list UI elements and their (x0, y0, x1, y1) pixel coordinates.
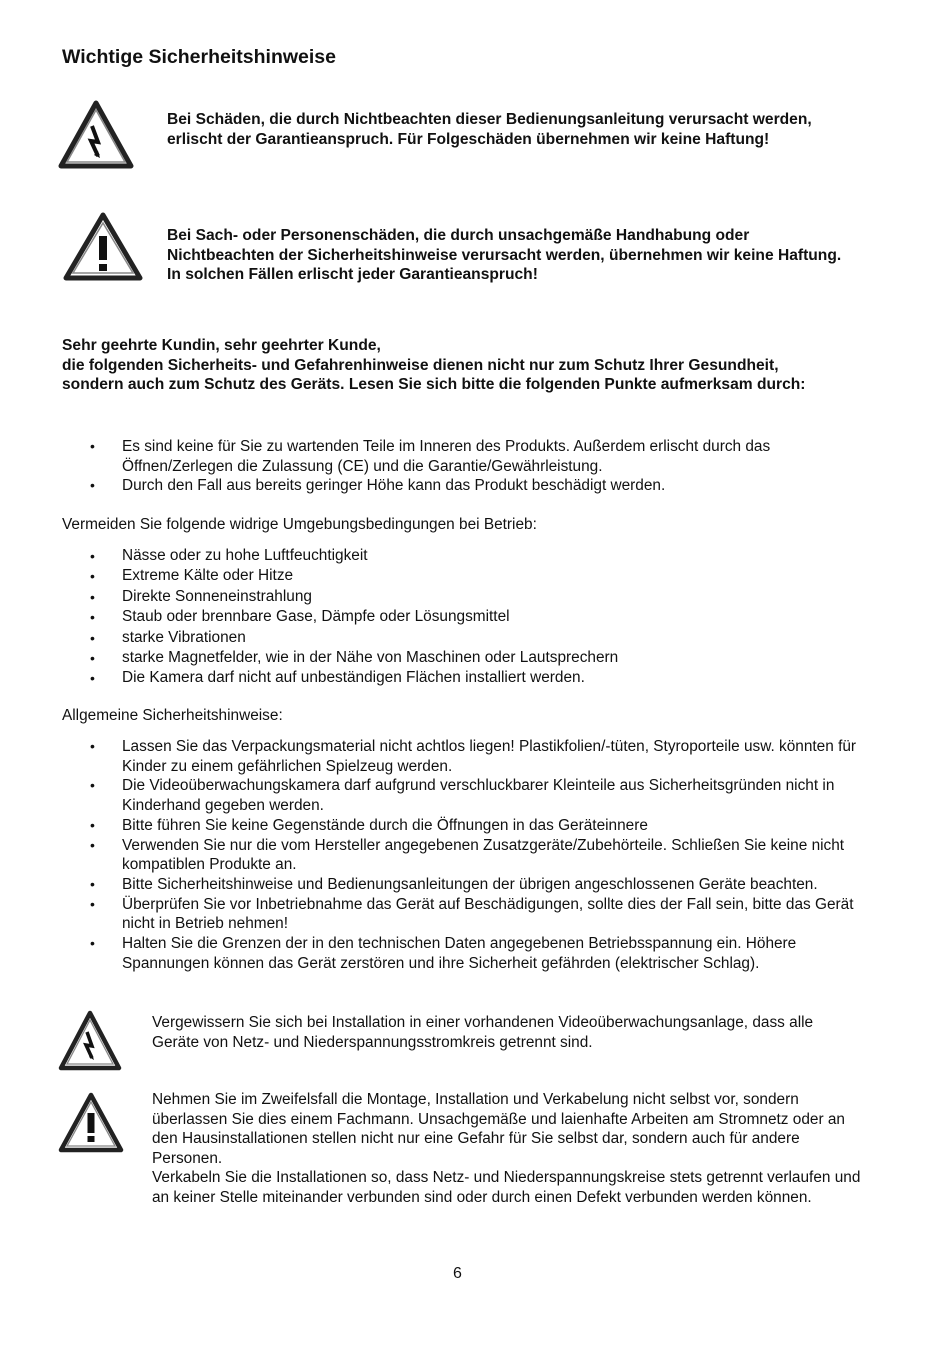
page-number: 6 (453, 1265, 462, 1282)
page-title: Wichtige Sicherheitshinweise (62, 46, 336, 68)
electric-shock-warning-icon (58, 1010, 122, 1072)
list-item: • starke Magnetfelder, wie in der Nähe von Maschinen oder Lautsprechern (62, 648, 862, 668)
intro-block (62, 336, 842, 395)
list-item: • Durch den Fall aus bereits geringer Höhe kann das Produkt beschädigt werden. (62, 476, 862, 496)
list-general-safety (62, 737, 862, 973)
list-item: • Staub oder brennbare Gase, Dämpfe oder Lösungsmittel (62, 607, 862, 627)
list-item: • starke Vibrationen (62, 628, 862, 648)
list-item: • Direkte Sonneneinstrahlung (62, 587, 862, 607)
list-item: • Die Videoüberwachungskamera darf aufgrund verschluckbarer Kleinteile aus Sicherheitsgründen nicht in Kinderhand gegeben werden. (62, 776, 862, 815)
warning-text-professional-part2: Verkabeln Sie die Installationen so, dass Netz- und Niederspannungskreise stets getrennt verlaufen und an keiner Stelle miteinander verbunden sind oder durch einen Defekt verbunden werden können. (152, 1169, 861, 1206)
general-safety-heading: Allgemeine Sicherheitshinweise: (62, 707, 283, 724)
warning-text-liability: Bei Sach- oder Personenschäden, die durch unsachgemäße Handhabung oder Nichtbeachten der Sicherheitshinweise verursacht werden, übernehmen wir keine Haftung. In solchen Fällen erlischt jeder Garantieanspruch! (167, 227, 842, 283)
list-environment (62, 546, 862, 689)
electric-shock-warning-icon (58, 100, 134, 170)
warning-text-disconnect: Vergewissern Sie sich bei Installation in einer vorhandenen Videoüberwachungsanlage, dass alle Geräte von Netz- und Niederspannungsstromkreis getrennt sind. (152, 1014, 814, 1051)
exclamation-warning-icon (58, 1092, 124, 1154)
list-item: • Bitte führen Sie keine Gegenstände durch die Öffnungen in das Geräteinnere (62, 816, 862, 836)
list-item: • Halten Sie die Grenzen der in den technischen Daten angegebenen Betriebsspannung ein. Höhere Spannungen können das Gerät zerstören und ihre Sicherheit gefährden (elektrischer Schlag). (62, 934, 862, 973)
list-item: • Verwenden Sie nur die vom Hersteller angegebenen Zusatzgeräte/Zubehörteile. Schließen Sie keine nicht kompatiblen Produkte an. (62, 836, 862, 875)
list-item: • Lassen Sie das Verpackungsmaterial nicht achtlos liegen! Plastikfolien/-tüten, Styroporteile usw. könnten für Kinder zu einem gefährlichen Spielzeug werden. (62, 737, 862, 776)
list-item: • Extreme Kälte oder Hitze (62, 566, 862, 586)
list-item: • Nässe oder zu hohe Luftfeuchtigkeit (62, 546, 862, 566)
intro-body: die folgenden Sicherheits- und Gefahrenhinweise dienen nicht nur zum Schutz Ihrer Gesundheit, sondern auch zum Schutz des Geräts. Lesen Sie sich bitte die folgenden Punkte aufmerksam durch: (62, 356, 806, 393)
exclamation-warning-icon (63, 212, 143, 282)
warning-text-professional-part1: Nehmen Sie im Zweifelsfall die Montage, Installation und Verkabelung nicht selbst vor, sondern überlassen Sie dies einem Fachmann. Unsachgemäße und laienhafte Arbeiten am Stromnetz oder an den Hausinstallationen stellen nicht nur eine Gefahr für Sie selbst dar, sondern auch für andere Personen. (152, 1091, 845, 1167)
warning-text-professional (152, 1090, 862, 1207)
list-item: • Bitte Sicherheitshinweise und Bedienungsanleitungen der übrigen angeschlossenen Geräte beachten. (62, 875, 862, 895)
list-item: • Es sind keine für Sie zu wartenden Teile im Inneren des Produkts. Außerdem erlischt durch das Öffnen/Zerlegen die Zulassung (CE) und die Garantie/Gewährleistung. (62, 437, 862, 476)
environment-heading: Vermeiden Sie folgende widrige Umgebungsbedingungen bei Betrieb: (62, 516, 537, 533)
list-item: • Überprüfen Sie vor Inbetriebnahme das Gerät auf Beschädigungen, sollte dies der Fall sein, bitte das Gerät nicht in Betrieb nehmen! (62, 895, 862, 934)
list-general-notes (62, 437, 862, 496)
warning-text-guarantee: Bei Schäden, die durch Nichtbeachten dieser Bedienungsanleitung verursacht werden, erlischt der Garantieanspruch. Für Folgeschäden übernehmen wir keine Haftung! (167, 111, 812, 148)
list-item: • Die Kamera darf nicht auf unbeständigen Flächen installiert werden. (62, 668, 862, 688)
intro-greeting: Sehr geehrte Kundin, sehr geehrter Kunde, (62, 337, 381, 354)
